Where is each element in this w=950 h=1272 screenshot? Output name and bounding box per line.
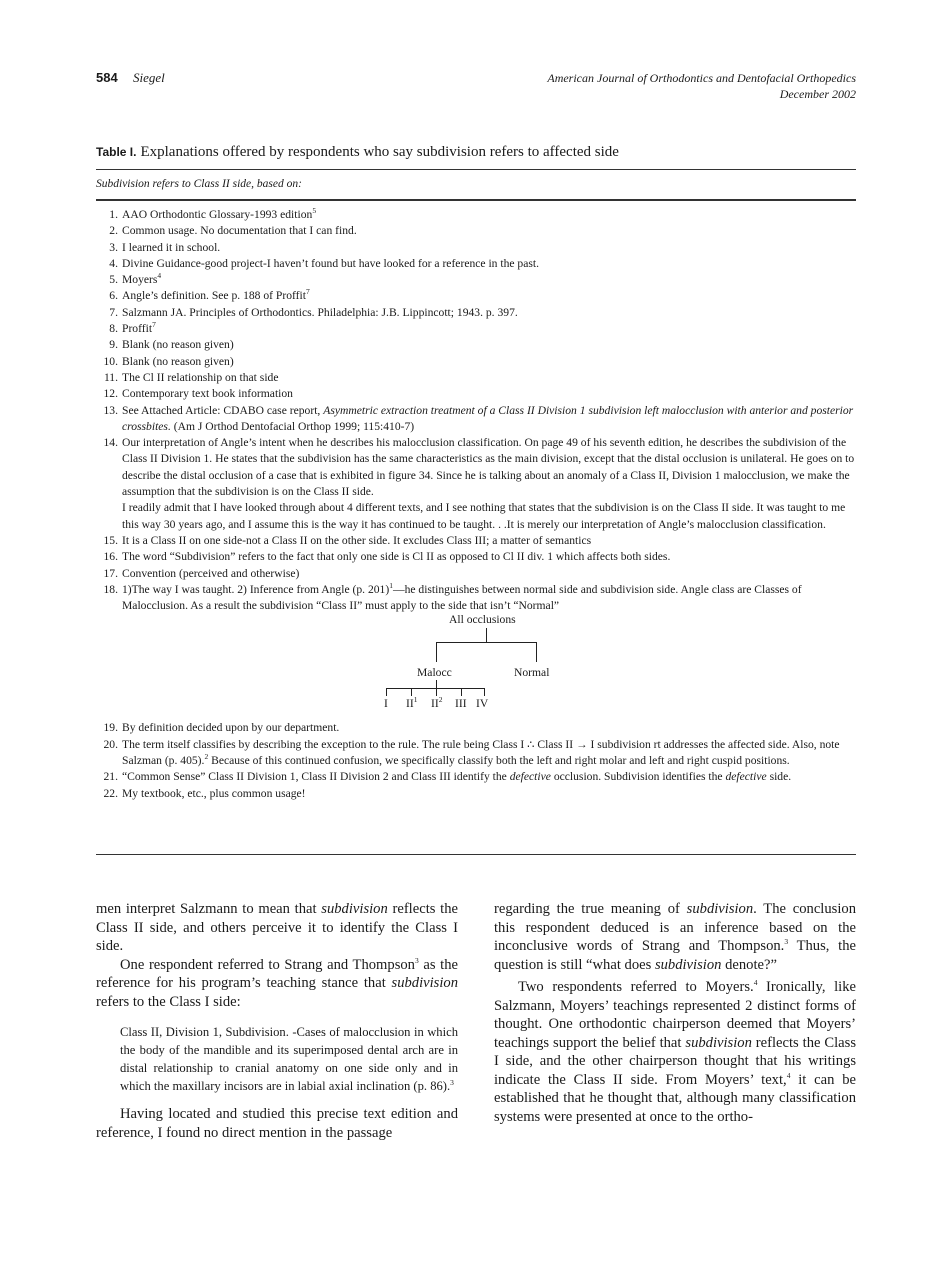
table-row: 22. My textbook, etc., plus common usage! bbox=[103, 786, 306, 800]
block-quote: Class II, Division 1, Subdivision. -Cases of malocclusion in which the body of the mandible and its superimposed dental arch are in distal relationship to cranial anatomy on one side only and in which the maxillary incisors are in labial axial inclination (p. 86).$^3$ bbox=[120, 1025, 458, 1093]
table-row: 1. AAO Orthodontic Glossary-1993 edition$^5$ bbox=[109, 206, 317, 221]
tree-root: All occlusions bbox=[449, 613, 516, 627]
table-row: 21. “Common Sense” Class II Division 1, Class II Division 2 and Class III identify the defective occlusion. Subdivision identifies the defective side. bbox=[103, 770, 792, 784]
table-column-header: Subdivision refers to Class II side, based on: bbox=[96, 178, 302, 190]
tree-leaf: I bbox=[384, 697, 388, 711]
table-row: 10. Blank (no reason given) bbox=[103, 354, 234, 368]
table-row: 5. Moyers$^4$ bbox=[109, 271, 162, 287]
table-row: 14. Our interpretation of Angle’s intent when he describes his malocclusion classification. On page 49 of his seventh edition, he describes the subdivision of the Class II Division 1. He states that the subdivision has the same characteristics as the main division, except that the distal occlusion is unilateral. He goes on to describe the distal occlusion of a case that is exhibited in figure 34. Since he is talking about an anomaly of a Class II, Division 1 malocclusion, we make the assumption that the subdivision is on the Class II side. I readily admit that I have looked through about 4 different texts, and I see nothing that states that the subdivision is on the Class II side. It was taught to me this way 30 years ago, and I assume this is the way it has continued to be taught. . .It is merely our interpretation of Angle’s malocclusion classification. bbox=[103, 436, 855, 531]
table-header-rule bbox=[96, 199, 856, 201]
page-number: 584 bbox=[96, 70, 118, 85]
table-row: 2. Common usage. No documentation that I can find. bbox=[109, 224, 357, 238]
tree-leaf: IV bbox=[476, 697, 489, 711]
tree-node-malocc: Malocc bbox=[417, 666, 452, 680]
paragraph: Having located and studied this precise text edition and reference, I found no direct mention in the passage bbox=[96, 1106, 458, 1141]
table-row: 7. Salzmann JA. Principles of Orthodontics. Philadelphia: J.B. Lippincott; 1943. p. 397. bbox=[109, 305, 518, 319]
tree-line bbox=[436, 642, 537, 643]
tree-leaf: III bbox=[455, 697, 467, 711]
table-row: 9. Blank (no reason given) bbox=[109, 338, 234, 352]
paragraph: Two respondents referred to Moyers.$^4$ Ironically, like Salzmann, Moyers’ teachings represented 2 distinct forms of thought. One orthodontic chairperson deemed that Moyers’ teachings support the belief that subdivision reflects the Class I side, and the other chairperson thought that his writings indicate the Class II side. From Moyers’ text,$^4$ it can be established that he thought that, although many classification systems were presented at once to the ortho- bbox=[494, 978, 856, 1125]
table-bottom-rule bbox=[96, 854, 856, 855]
table-row: 19. By definition decided upon by our department. bbox=[103, 721, 340, 735]
tree-line bbox=[461, 688, 462, 696]
running-header bbox=[96, 70, 856, 110]
body-column-left bbox=[96, 900, 458, 1142]
tree-line bbox=[386, 688, 387, 696]
table-row: 13. See Attached Article: CDABO case report, Asymmetric extraction treatment of a Class II Division 1 subdivision left malocclusion with anterior and posterior crossbites. (Am J Orthod Dentofacial Orthop 1999; 115:410-7) bbox=[103, 403, 854, 433]
tree-leaf: $II^2$ bbox=[431, 695, 443, 711]
tree-line bbox=[436, 680, 437, 688]
paragraph: One respondent referred to Strang and Thompson$^3$ as the reference for his program’s teaching stance that subdivision refers to the Class I side: bbox=[96, 955, 458, 1010]
table-row: 3. I learned it in school. bbox=[109, 240, 221, 254]
table-top-rule bbox=[96, 169, 856, 170]
body-column-right bbox=[494, 900, 856, 1126]
table-label: Table I. bbox=[96, 145, 137, 159]
tree-line bbox=[486, 628, 487, 642]
tree-line bbox=[484, 688, 485, 696]
paragraph: regarding the true meaning of subdivision. The conclusion this respondent deduced is an inference based on the inconclusive words of Strang and Thompson.$^3$ Thus, the question is still “what does subdivision denote?” bbox=[494, 901, 856, 973]
tree-line bbox=[536, 642, 537, 662]
paragraph: men interpret Salzmann to mean that subdivision reflects the Class II side, and others perceive it to identify the Class I side. bbox=[96, 901, 458, 954]
table-row: 17. Convention (perceived and otherwise) bbox=[103, 566, 300, 580]
table-row: 15. It is a Class II on one side-not a Class II on the other side. It excludes Class III; a matter of semantics bbox=[103, 533, 592, 547]
table-row: 4. Divine Guidance-good project-I haven’t found but have looked for a reference in the past. bbox=[109, 256, 540, 270]
tree-line bbox=[436, 642, 437, 662]
journal-info bbox=[547, 70, 856, 102]
table-row: 18. 1)The way I was taught. 2) Inference from Angle (p. 201)$^1$—he distinguishes between normal side and subdivision side. Angle class are Classes of Malocclusion. As a result the subdivision “Class II” must apply to the side that isn’t “Normal” bbox=[103, 580, 802, 613]
tree-leaf: $II^1$ bbox=[406, 695, 418, 711]
table-row: 20. The term itself classifies by describing the exception to the rule. The rule being Class I ∴ Class II → I subdivision rt addresses the affected side. Also, note Salzman (p. 405).$^2$ Because of this continued confusion, we specifically classify both the left and right molar and left and right cuspid positions. bbox=[103, 737, 840, 768]
table-row: 16. The word “Subdivision” refers to the fact that only one side is Cl II as opposed to Cl II div. 1 which affects both sides. bbox=[103, 550, 671, 564]
issue-date: December 2002 bbox=[779, 87, 856, 101]
journal-title: American Journal of Orthodontics and Dentofacial Orthopedics bbox=[547, 71, 856, 85]
table-caption bbox=[96, 144, 619, 161]
table-row: 12. Contemporary text book information bbox=[103, 387, 293, 401]
table-title: Explanations offered by respondents who say subdivision refers to affected side bbox=[140, 144, 619, 160]
occlusion-tree-diagram bbox=[370, 614, 590, 720]
tree-line bbox=[411, 688, 412, 696]
running-author: Siegel bbox=[133, 70, 165, 85]
tree-node-normal: Normal bbox=[514, 666, 550, 680]
table-row: 11. The Cl II relationship on that side bbox=[103, 370, 279, 384]
table-row: 8. Proffit$^7$ bbox=[109, 320, 156, 336]
table-row: 6. Angle’s definition. See p. 188 of Proffit$^7$ bbox=[109, 287, 310, 303]
table-body bbox=[96, 207, 856, 802]
tree-line bbox=[436, 688, 437, 696]
